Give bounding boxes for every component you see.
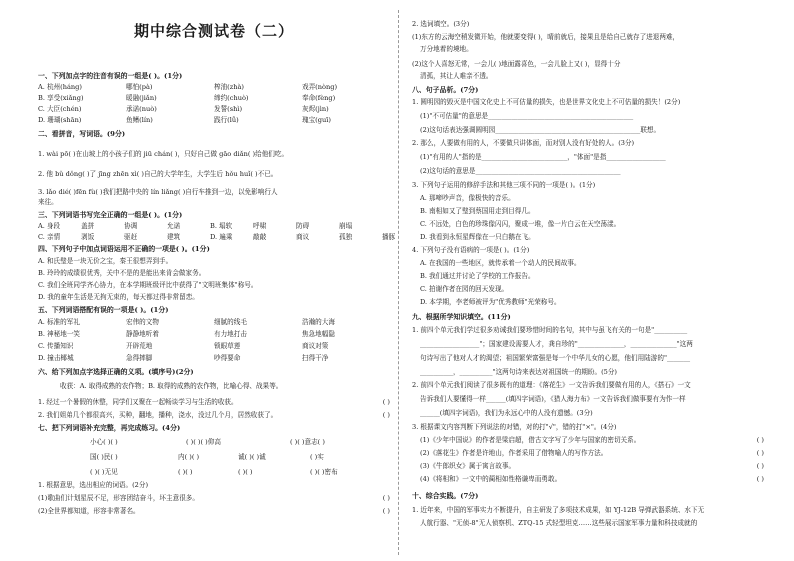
option: 锁眼草莲 xyxy=(214,342,241,350)
sec8-line: (1)"不可估量"的意思是____________________________________________ xyxy=(420,112,634,120)
blank-group: ( )( )密布 xyxy=(310,468,338,476)
sec6-heading: 六、给下列加点字选择正确的义项。(填序号)(2分) xyxy=(38,368,194,376)
option: 驱赶 xyxy=(124,233,138,241)
fill-line: 清孤，其让人难亲不透。 xyxy=(420,72,493,80)
option: 践行(lǚ) xyxy=(214,116,239,124)
option: 吵得要命 xyxy=(214,354,241,362)
sec9-line: 告诉我们人要懂得一样______(填四字词语)，《猎人海力布》一文告诉我们做事要有为作一样 xyxy=(420,395,686,403)
option: 急得摔脚 xyxy=(126,354,153,362)
fill-heading: 2. 选词填空。(3分) xyxy=(412,20,470,28)
option: 鱼鳍(lín) xyxy=(126,116,153,124)
blank-group: 国( )民( ) xyxy=(90,453,118,461)
sec8-line: B. 我们通过并讨论了学校的工作报告。 xyxy=(420,272,535,280)
sec1-row xyxy=(38,105,390,113)
sec4-line: A. 和氏璧是一块无价之宝，秦王很想弄到手。 xyxy=(38,257,173,265)
sec5-row xyxy=(38,342,390,350)
option: 有力地打击 xyxy=(214,330,247,338)
option: 缔约(chuò) xyxy=(214,94,249,102)
sec8-line: 1. 圆明园的毁灭是中国文化史上不可估量的损失，也是世界文化史上不可估量的损失！(2分) xyxy=(412,98,681,106)
option: C. 亲情 xyxy=(38,233,61,241)
sec2-line: 2. 他 bǔ dǒng( )了 jīng zhēn xì( )自己的大学年生，大学生后 hǒu huǐ( )不已。 xyxy=(38,170,278,178)
blank-group: 内( )( ) xyxy=(178,453,200,461)
fill-line: (1)东方的云海空稍发微开始，他就要变得( )，晴前就后，接果且是给自己就存了进退两难， xyxy=(412,33,680,41)
sec9-line: 1. 前四个单元我们学过很多劝诫我们要珍惜时间的名句，其中与虽飞有关的一句是"__________ xyxy=(412,326,688,334)
sec3-row xyxy=(38,233,402,241)
sec7-grid-row xyxy=(90,453,324,461)
option: D. 遍乘 xyxy=(210,233,233,241)
blank-group: 诚( )( )诚 xyxy=(238,453,266,461)
option: A. 杭州(háng) xyxy=(38,83,82,91)
sec6-line: 2. 我们姐弟几个都很高兴，买种，翻地，播种，浇水，没过几个月，居然收获了。 xyxy=(38,411,278,419)
option: B. 塌软 xyxy=(210,222,233,230)
sec8-line: 3. 下列句子运用的修辞手法和其他三项不同的一项是( )。(1分) xyxy=(412,181,596,189)
option: 允诺 xyxy=(167,222,181,230)
sec1-row xyxy=(38,94,390,102)
sec5-row xyxy=(38,330,390,338)
sec9-line: (2)《落花生》作者是许地山，作者采用了借物喻人的写作方法。 xyxy=(420,449,608,457)
sec5-heading: 五、下列词语搭配有误的一项是( )。(1分) xyxy=(38,306,169,314)
option: 宏伟的文物 xyxy=(126,318,159,326)
sec4-heading: 四、下列句子中加点词语运用不正确的一项是( )。(1分) xyxy=(38,245,210,253)
sec7-q1-line: (2)全世界都知道，形容非常著名。 xyxy=(38,507,140,515)
option: 孤独 xyxy=(339,233,353,241)
sec6-definitions: 收获：A. 取得成熟的农作物；B. 取得的成熟的农作物，比喻心得、战果等。 xyxy=(60,382,283,390)
sec2-line: 来往。 xyxy=(38,198,58,206)
blank-group: ( )( )( )仰高 xyxy=(186,438,221,446)
sec8-heading: 八、句子品析。(7分) xyxy=(412,86,479,94)
option: 盖拼 xyxy=(81,222,95,230)
sec7-grid-row xyxy=(90,468,338,476)
option: 防碍 xyxy=(296,222,310,230)
sec10-heading: 十、综合实践。(7分) xyxy=(412,492,479,500)
option: 瑰宝(guī) xyxy=(302,116,331,124)
fill-line: (2)这个人喜怒无常，一会儿( )地面露喜色，一会儿脸上又( )，显得十分 xyxy=(412,60,621,68)
blank-group: ( )( )无见 xyxy=(90,468,118,476)
column-divider xyxy=(398,10,399,555)
sec9-line: 2. 前四个单元我们阅读了很多既有的道理：《落花生》一文告诉我们要做有用的人，《搭石》一文 xyxy=(412,381,691,389)
option: 开辟荒地 xyxy=(126,342,153,350)
sec4-line: B. 玲玲的成绩很优秀，关中不是的是能出来肯会做家务。 xyxy=(38,269,206,277)
option: 承诺(nuò) xyxy=(126,105,157,113)
option: 建筑 xyxy=(167,233,181,241)
sec1-row xyxy=(38,83,390,91)
sec7-q1: 1. 根据意思，选出相应的词语。(2分) xyxy=(38,481,149,489)
option: 哪怕(pà) xyxy=(126,83,153,91)
sec9-line: __________________"；国家建设需要人才，龚自珍的"______________，______________"这两 xyxy=(420,340,693,348)
option: 剥饭 xyxy=(81,233,95,241)
sec7-grid-row xyxy=(90,438,325,446)
sec4-line: D. 我的童年生活是无拘无束的，每天都过得非常留恋。 xyxy=(38,293,199,301)
sec8-line: (1)"有用的人"指的是__________________________，"体面"是指__________________ xyxy=(420,153,666,161)
option: C. 传播知识 xyxy=(38,342,74,350)
option: 榨油(zhà) xyxy=(214,83,244,91)
option: 细腻的线毛 xyxy=(214,318,247,326)
sec1-row xyxy=(38,116,390,124)
sec8-line: B. 南相如又了璧到蔡国用走到目得几。 xyxy=(420,207,535,215)
option: B. 享受(xiǎng) xyxy=(38,94,84,102)
option: D. 撞击椰城 xyxy=(38,354,74,362)
blank-group: ( )( ) xyxy=(178,468,193,476)
option: 扫得干净 xyxy=(302,354,329,362)
option: 商议 xyxy=(296,233,310,241)
sec9-line: 3. 根据课文内容判断下列说法的对错，对的打"√"，错的打"×"。(4分) xyxy=(412,423,617,431)
blank-group: 小心( )( ) xyxy=(90,438,118,446)
option: D. 珊瑚(shān) xyxy=(38,116,82,124)
option: 暖融(jiǎn) xyxy=(126,94,157,102)
option: 焦急地幅隐 xyxy=(302,330,335,338)
option: 浩瀚的大海 xyxy=(302,318,335,326)
sec9-line: 句诗写出了他对人才的渴望；祖国繁荣富强是每一个中华儿女的心愿，他们用陆游的"_______ xyxy=(420,354,691,362)
sec2-line: 1. wài pō( )在山坡上的小孩子们的 jiū chán( )，只好自己做 gāo diǎn( )给他们吃。 xyxy=(38,150,289,158)
answer-paren: ( ) xyxy=(382,411,390,419)
sec8-line: C. 拍谢作者在园的回天发现。 xyxy=(420,285,509,293)
sec2-heading: 二、看拼音，写词语。(9分) xyxy=(38,130,126,138)
answer-paren: ( ) xyxy=(756,475,764,483)
option: 灰烬(jìn) xyxy=(302,105,329,113)
option: 戏弄(nòng) xyxy=(302,83,338,91)
sec9-line: (4)《将相和》一文中的蔺相如性格谦卑而勇敢。 xyxy=(420,475,562,483)
sec6-line: 1. 经过一个暑假的休整，同学们又聚在一起畅谈学习与生活的收获。 xyxy=(38,398,238,406)
option: B. 神秘地一笑 xyxy=(38,330,81,338)
sec9-heading: 九、根据所学知识填空。(11分) xyxy=(412,313,511,321)
sec8-line: C. 不远处，白色的珍珠像闪闪，聚成一堆，像一片白云在天空荡漾。 xyxy=(420,220,621,228)
sec4-line: C. 我们全班同学齐心协力，在本学期班级评比中获得了"文明班集体"称号。 xyxy=(38,281,258,289)
option: 协调 xyxy=(124,222,138,230)
sec7-q1-line: (1)歌曲们计划星辰不足，形容团结奋斗，坏主意很多。 xyxy=(38,494,199,502)
sec9-line: (1)《少年中国说》的作者是梁启超，借古文字写了少年与国家的密切关系。 xyxy=(420,436,641,444)
sec8-line: A. 那啼吵声音，像极快的音乐。 xyxy=(420,194,515,202)
blank-group: ( )实 xyxy=(310,453,324,461)
option: 呼啸 xyxy=(253,222,267,230)
sec8-line: (2)这句话表达强调圆明园____________________________________________联想。 xyxy=(420,126,661,134)
option: 播豚 xyxy=(382,233,396,241)
sec5-row xyxy=(38,354,390,362)
option: 商议对策 xyxy=(302,342,329,350)
sec5-row xyxy=(38,318,390,326)
option: 静静地听着 xyxy=(126,330,159,338)
option: 崩塌 xyxy=(339,222,353,230)
sec9-line: (3)《牛郎织女》属于寓言故事。 xyxy=(420,462,516,470)
answer-paren: ( ) xyxy=(382,494,390,502)
sec3-row xyxy=(38,222,382,230)
blank-group: ( )( ) xyxy=(238,468,253,476)
option: 发誓(shì) xyxy=(214,105,243,113)
sec9-line: ______(填四字词语)，我们为永远心中的人没有遗憾。(3分) xyxy=(420,409,593,417)
page-title: 期中综合测试卷（二） xyxy=(133,22,294,40)
sec8-line: 4. 下列句子没有语病的一项是( )。(1分) xyxy=(412,246,530,254)
sec10-line: 1. 近年来，中国的军事实力不断提升，自主研发了多项技术成果，如 YJ-12B 导弹武器系统、水下无 xyxy=(412,506,705,514)
sec1-heading: 一、下列加点字的注音有误的一组是( )。(1分) xyxy=(38,72,183,80)
answer-paren: ( ) xyxy=(756,436,764,444)
sec3-heading: 三、下列词语书写完全正确的一组是( )。(1分) xyxy=(38,211,183,219)
answer-paren: ( ) xyxy=(382,398,390,406)
sec9-line: __________，__________"这两句诗来表达对祖国统一的期盼。(5分) xyxy=(420,368,617,376)
option: C. 大臣(chén) xyxy=(38,105,82,113)
option: A. 身段 xyxy=(38,222,61,230)
sec7-heading: 七、把下列词语补充完整，再完成练习。(4分) xyxy=(38,424,181,432)
sec8-line: 2. 那么，人要做有用的人，不要做只讲体面，而对别人没有好处的人。(3分) xyxy=(412,139,635,147)
blank-group: ( )( )意志( ) xyxy=(290,438,325,446)
answer-paren: ( ) xyxy=(382,507,390,515)
sec8-line: (2)这句话的意思是____________________________________________ xyxy=(420,167,621,175)
fill-line: 万分地着的境地。 xyxy=(420,45,473,53)
option: A. 标准的军礼 xyxy=(38,318,80,326)
sec10-line: 人航行器、"无侦-8"无人侦察机、ZTQ-15 式轻型坦克……这些展示国家军事力量和科技成就的 xyxy=(420,519,698,527)
sec2-line: 3. lǎo dié( )fēn fù( )我们把路中央的 lín liǎng( )自行车推到一边，以免影响行人 xyxy=(38,188,278,196)
sec8-line: A. 在我国的一些地区，就传承着一个动人的民间故事。 xyxy=(420,259,581,267)
answer-paren: ( ) xyxy=(756,462,764,470)
option: 奉命(fèng) xyxy=(302,94,336,102)
sec8-line: D. 我看到永恒星辉像在一只白鹅在飞。 xyxy=(420,233,535,241)
sec8-line: D. 本学期，李老师被评为"优秀教师"光荣称号。 xyxy=(420,298,561,306)
answer-paren: ( ) xyxy=(756,449,764,457)
option: 敲敲 xyxy=(253,233,267,241)
